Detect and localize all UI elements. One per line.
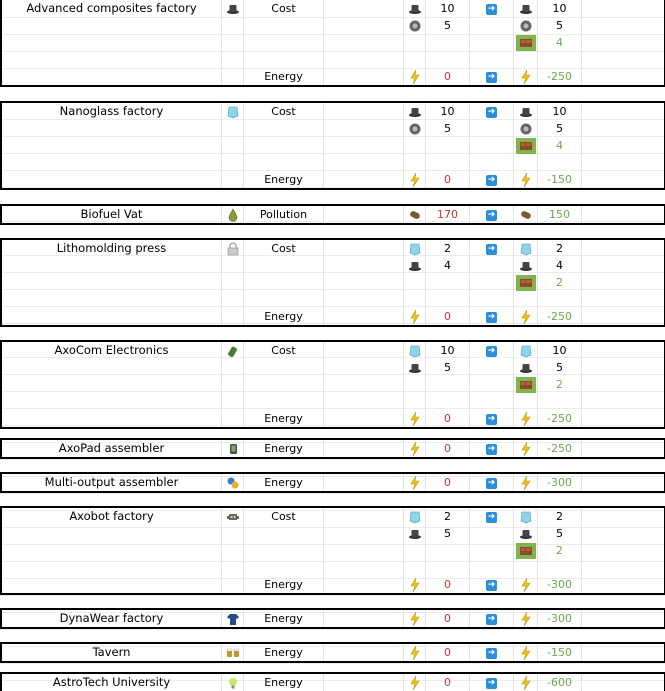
value-before: 10 — [426, 103, 470, 120]
arrow-right-icon: ➜ — [470, 474, 514, 491]
building-block-advanced-composites — [0, 0, 665, 87]
log-icon — [404, 206, 426, 223]
value-after: 5 — [538, 17, 582, 34]
value-after: -250 — [538, 308, 582, 325]
brick-resource-icon — [514, 542, 538, 559]
table-row — [2, 342, 664, 359]
lightning-icon — [514, 68, 538, 85]
value-before: 5 — [426, 525, 470, 542]
lightning-icon — [514, 674, 538, 691]
top-hat-icon — [514, 359, 538, 376]
lightning-icon — [514, 576, 538, 593]
pad-icon — [222, 440, 244, 457]
row-type-label: Energy — [244, 68, 324, 85]
crystal-icon — [514, 240, 538, 257]
bottle-icon — [222, 342, 244, 359]
gear-icon — [514, 17, 538, 34]
row-type-label: Energy — [244, 440, 324, 457]
table-row — [2, 508, 664, 525]
lightning-icon — [514, 308, 538, 325]
robot-icon — [222, 508, 244, 525]
building-name: Nanoglass factory — [2, 103, 222, 120]
building-block-dynawear — [0, 608, 665, 629]
building-block-axobot — [0, 506, 665, 595]
row-type-label: Energy — [244, 474, 324, 491]
value-after: 2 — [538, 376, 582, 393]
table-row — [2, 291, 664, 308]
value-before: 5 — [426, 17, 470, 34]
brick-resource-icon — [514, 274, 538, 291]
gear-icon — [404, 120, 426, 137]
grid-line — [0, 493, 665, 494]
top-hat-icon — [514, 0, 538, 17]
arrow-right-icon: ➜ — [470, 103, 514, 120]
log-icon — [514, 206, 538, 223]
building-name: AxoCom Electronics — [2, 342, 222, 359]
table-row — [2, 308, 664, 325]
value-after: -300 — [538, 610, 582, 627]
value-after: 2 — [538, 274, 582, 291]
mugs-icon — [222, 644, 244, 661]
arrow-right-icon: ➜ — [470, 240, 514, 257]
table-row — [2, 171, 664, 188]
top-hat-icon — [514, 103, 538, 120]
crystal-icon — [514, 508, 538, 525]
top-hat-icon — [404, 359, 426, 376]
table-row — [2, 274, 664, 291]
table-row — [2, 51, 664, 68]
value-after: -250 — [538, 68, 582, 85]
table-row — [2, 474, 664, 491]
lightning-icon — [514, 644, 538, 661]
table-row — [2, 103, 664, 120]
row-type-label: Energy — [244, 644, 324, 661]
top-hat-icon — [404, 103, 426, 120]
grid-line — [0, 629, 665, 630]
building-name: DynaWear factory — [2, 610, 222, 627]
grid-line — [0, 459, 665, 460]
row-type-label: Energy — [244, 576, 324, 593]
value-before: 0 — [426, 610, 470, 627]
value-before: 2 — [426, 240, 470, 257]
row-type-label: Pollution — [244, 206, 324, 223]
value-before: 0 — [426, 171, 470, 188]
arrow-right-icon: ➜ — [470, 674, 514, 691]
table-row — [2, 359, 664, 376]
table-row — [2, 610, 664, 627]
table-row — [2, 0, 664, 17]
lightning-icon — [404, 644, 426, 661]
multi-icon — [222, 474, 244, 491]
crystal-icon — [404, 240, 426, 257]
arrow-right-icon: ➜ — [470, 68, 514, 85]
arrow-right-icon: ➜ — [470, 508, 514, 525]
table-row — [2, 154, 664, 171]
shirt-icon — [222, 610, 244, 627]
lightning-icon — [514, 410, 538, 427]
value-after: 10 — [538, 103, 582, 120]
gear-icon — [404, 17, 426, 34]
value-before: 0 — [426, 440, 470, 457]
building-block-axocom — [0, 340, 665, 429]
lock-icon — [222, 240, 244, 257]
crystal-icon — [404, 342, 426, 359]
value-after: 2 — [538, 240, 582, 257]
building-name: Multi-output assembler — [2, 474, 222, 491]
table-row — [2, 257, 664, 274]
table-row — [2, 525, 664, 542]
arrow-right-icon: ➜ — [470, 308, 514, 325]
building-name: AxoPad assembler — [2, 440, 222, 457]
brick-resource-icon — [514, 376, 538, 393]
table-row — [2, 644, 664, 661]
arrow-right-icon: ➜ — [470, 410, 514, 427]
value-after: -300 — [538, 576, 582, 593]
table-row — [2, 393, 664, 410]
bulb-icon — [222, 674, 244, 691]
value-after: -150 — [538, 171, 582, 188]
building-name: Axobot factory — [2, 508, 222, 525]
lightning-icon — [404, 474, 426, 491]
value-after: -300 — [538, 474, 582, 491]
arrow-right-icon: ➜ — [470, 610, 514, 627]
building-block-nanoglass — [0, 101, 665, 190]
row-type-label: Cost — [244, 240, 324, 257]
value-before: 2 — [426, 508, 470, 525]
lightning-icon — [514, 610, 538, 627]
value-before: 0 — [426, 474, 470, 491]
value-after: 4 — [538, 257, 582, 274]
lightning-icon — [514, 440, 538, 457]
table-row — [2, 68, 664, 85]
value-before: 10 — [426, 0, 470, 17]
building-name: Advanced composites factory — [2, 0, 222, 17]
building-block-axopad — [0, 438, 665, 459]
value-after: 5 — [538, 120, 582, 137]
table-row — [2, 137, 664, 154]
table-row — [2, 376, 664, 393]
value-before: 10 — [426, 342, 470, 359]
crystal-icon — [514, 342, 538, 359]
value-before: 170 — [426, 206, 470, 223]
table-row — [2, 17, 664, 34]
row-type-label: Energy — [244, 308, 324, 325]
value-after: 2 — [538, 508, 582, 525]
value-before: 0 — [426, 576, 470, 593]
table-row — [2, 120, 664, 137]
top-hat-icon — [514, 257, 538, 274]
crystal-icon — [404, 508, 426, 525]
grid-line — [0, 595, 665, 596]
value-after: 5 — [538, 525, 582, 542]
value-before: 0 — [426, 68, 470, 85]
brick-resource-icon — [514, 34, 538, 51]
table-row — [2, 674, 664, 691]
arrow-right-icon: ➜ — [470, 644, 514, 661]
building-name: Tavern — [2, 644, 222, 661]
building-name: Biofuel Vat — [2, 206, 222, 223]
building-name: Lithomolding press — [2, 240, 222, 257]
gear-icon — [514, 120, 538, 137]
row-type-label: Energy — [244, 410, 324, 427]
building-block-astrotech — [0, 672, 665, 691]
value-after: -250 — [538, 410, 582, 427]
value-after: -600 — [538, 674, 582, 691]
arrow-right-icon: ➜ — [470, 342, 514, 359]
arrow-right-icon: ➜ — [470, 576, 514, 593]
row-type-label: Cost — [244, 342, 324, 359]
row-type-label: Energy — [244, 610, 324, 627]
table-row — [2, 559, 664, 576]
value-before: 0 — [426, 674, 470, 691]
top-hat-icon — [404, 525, 426, 542]
value-after: -150 — [538, 644, 582, 661]
lightning-icon — [404, 171, 426, 188]
row-type-label: Cost — [244, 103, 324, 120]
building-block-biofuel-vat — [0, 204, 665, 225]
building-name: AstroTech University — [2, 674, 222, 691]
table-row — [2, 440, 664, 457]
lightning-icon — [404, 68, 426, 85]
row-type-label: Energy — [244, 171, 324, 188]
arrow-right-icon: ➜ — [470, 440, 514, 457]
lightning-icon — [404, 410, 426, 427]
lightning-icon — [514, 474, 538, 491]
value-before: 0 — [426, 308, 470, 325]
building-block-lithomolding — [0, 238, 665, 327]
row-type-label: Cost — [244, 0, 324, 17]
top-hat-icon — [404, 257, 426, 274]
drop-icon — [222, 206, 244, 223]
value-before: 5 — [426, 359, 470, 376]
table-row — [2, 576, 664, 593]
lightning-icon — [514, 171, 538, 188]
row-type-label: Energy — [244, 674, 324, 691]
value-before: 0 — [426, 644, 470, 661]
value-after: 4 — [538, 34, 582, 51]
lightning-icon — [404, 576, 426, 593]
lightning-icon — [404, 440, 426, 457]
top-hat-icon — [514, 525, 538, 542]
arrow-right-icon: ➜ — [470, 171, 514, 188]
table-row — [2, 542, 664, 559]
value-after: 2 — [538, 542, 582, 559]
table-row — [2, 240, 664, 257]
lightning-icon — [404, 674, 426, 691]
arrow-right-icon: ➜ — [470, 0, 514, 17]
value-before: 4 — [426, 257, 470, 274]
table-row — [2, 206, 664, 223]
building-block-tavern — [0, 642, 665, 663]
building-block-multi-output — [0, 472, 665, 493]
row-type-label: Cost — [244, 508, 324, 525]
value-after: 10 — [538, 342, 582, 359]
arrow-right-icon: ➜ — [470, 206, 514, 223]
lightning-icon — [404, 308, 426, 325]
value-after: 5 — [538, 359, 582, 376]
grid-line — [0, 663, 665, 664]
lightning-icon — [404, 610, 426, 627]
top-hat-icon — [222, 0, 244, 17]
table-row — [2, 410, 664, 427]
value-after: 10 — [538, 0, 582, 17]
value-after: 150 — [538, 206, 582, 223]
top-hat-icon — [404, 0, 426, 17]
crystal-icon — [222, 103, 244, 120]
value-before: 0 — [426, 410, 470, 427]
value-after: -250 — [538, 440, 582, 457]
table-row — [2, 34, 664, 51]
brick-resource-icon — [514, 137, 538, 154]
value-before: 5 — [426, 120, 470, 137]
value-after: 4 — [538, 137, 582, 154]
